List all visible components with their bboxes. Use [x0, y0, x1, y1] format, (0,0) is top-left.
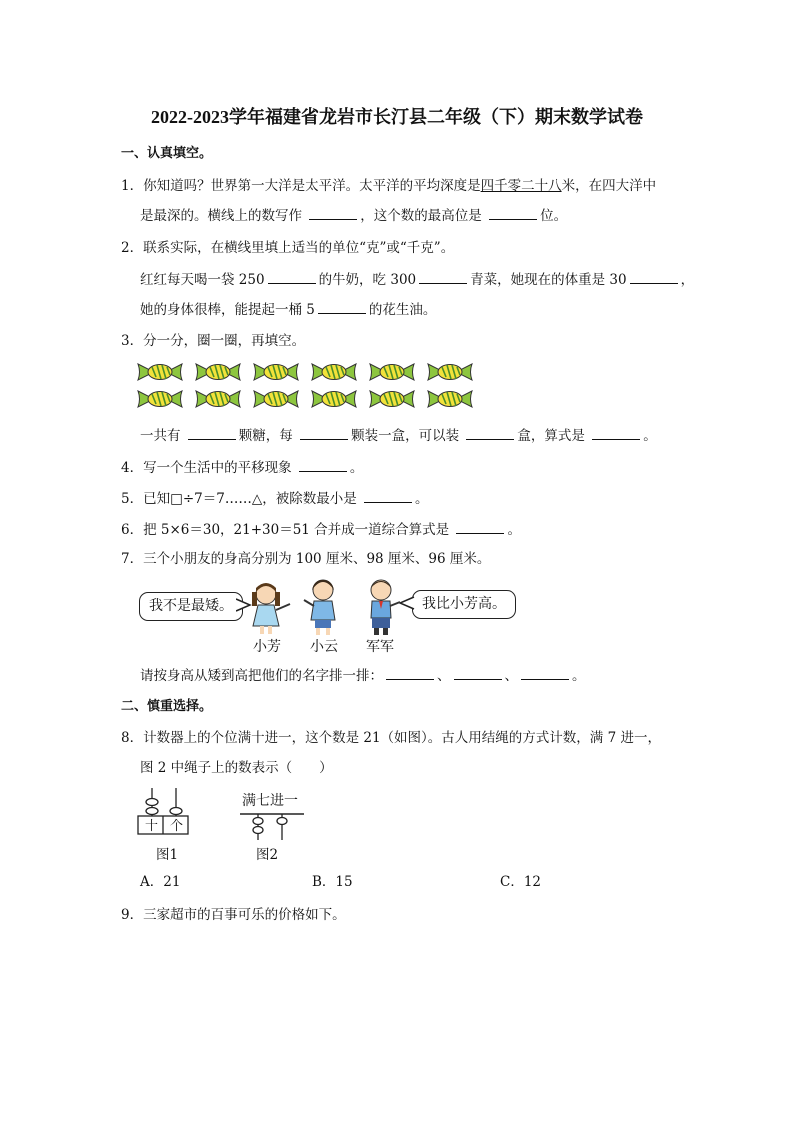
- q7-sep-2: 、: [504, 668, 518, 684]
- candy-icon: [428, 391, 472, 407]
- q2-answer-blank-4[interactable]: [318, 300, 366, 314]
- rope-title: 满七进一: [242, 793, 298, 809]
- q1-text-a: 1．你知道吗？世界第一大洋是太平洋。太平洋的平均深度是: [121, 178, 481, 194]
- section-heading-choose: 二、慎重选择。: [121, 699, 213, 714]
- boy-junjun-figure: [360, 576, 402, 638]
- name-xiaofang: 小芳: [253, 639, 281, 655]
- q3-answer-blank-4[interactable]: [592, 426, 640, 440]
- q3-answer-blank-1[interactable]: [188, 426, 236, 440]
- q7-answer-blank-2[interactable]: [454, 666, 502, 680]
- q7-sep-1: 、: [437, 668, 451, 684]
- q2-text-d: ，: [680, 272, 695, 288]
- q3-text-b: 颗糖，每: [238, 428, 293, 444]
- q6-text-a: 6．把 5×6＝30，21+30＝51 合并成一道综合算式是: [121, 522, 450, 538]
- q5-text-a: 5．已知□÷7＝7……△，被除数最小是: [121, 491, 357, 507]
- q3-text-c: 颗装一盒，可以装: [351, 428, 460, 444]
- q1-text-c: 是最深的。横线上的数写作: [140, 208, 302, 224]
- girl-xiaoyun-figure: [302, 576, 344, 638]
- q2-text-c: 青菜，她现在的体重是 30: [470, 272, 627, 288]
- question-3-stem: 3．分一分，圈一圈，再填空。: [121, 333, 306, 349]
- speech-bubble-right: 我比小芳高。: [412, 590, 516, 619]
- question-1-line-1: [121, 177, 656, 195]
- q2-text-a: 红红每天喝一袋 250: [140, 272, 265, 288]
- section-heading-fill: 一、认真填空。: [121, 146, 213, 161]
- rope-knots-figure: [238, 808, 308, 844]
- q4-answer-blank[interactable]: [299, 458, 347, 472]
- q7-ask-text: 请按身高从矮到高把他们的名字排一排：: [140, 668, 383, 684]
- q3-text-e: 。: [643, 428, 657, 444]
- q1-text-d: ，这个数的最高位是: [360, 208, 482, 224]
- q1-answer-blank-2[interactable]: [489, 206, 537, 220]
- question-2-line-1: [140, 270, 694, 289]
- candy-icon: [254, 391, 298, 407]
- candy-icon: [254, 364, 298, 380]
- q5-text-b: 。: [415, 491, 429, 507]
- q7-answer-blank-1[interactable]: [386, 666, 434, 680]
- name-junjun: 军军: [366, 639, 394, 655]
- candy-icon: [428, 364, 472, 380]
- q2-text-f: 的花生油。: [368, 302, 437, 318]
- q6-answer-blank[interactable]: [456, 520, 504, 534]
- q6-text-b: 。: [507, 522, 521, 538]
- q2-text-b: 的牛奶，吃 300: [318, 272, 417, 288]
- q2-answer-blank-2[interactable]: [419, 270, 467, 284]
- name-xiaoyun: 小云: [310, 639, 338, 655]
- abacus-label-tens: 十: [145, 819, 159, 834]
- girl-xiaofang-figure: [246, 580, 292, 638]
- option-c[interactable]: C．12: [500, 874, 542, 890]
- q4-text-b: 。: [349, 460, 364, 476]
- question-1-line-2: [140, 206, 567, 225]
- q3-answer-blank-3[interactable]: [466, 426, 514, 440]
- q2-answer-blank-3[interactable]: [630, 270, 678, 284]
- candy-icon: [196, 364, 240, 380]
- question-7-ask: [140, 666, 586, 685]
- q3-text-a: 一共有: [140, 428, 181, 444]
- q1-answer-blank-1[interactable]: [309, 206, 357, 220]
- q2-text-e: 她的身体很棒，能提起一桶 5: [140, 302, 315, 318]
- question-7-stem: 7．三个小朋友的身高分别为 100 厘米、98 厘米、96 厘米。: [121, 551, 491, 567]
- candy-icon: [196, 391, 240, 407]
- candy-icon: [138, 364, 182, 380]
- option-b[interactable]: B．15: [312, 874, 353, 890]
- option-a[interactable]: A．21: [140, 874, 181, 890]
- candy-icon: [370, 364, 414, 380]
- q3-text-d: 盒，算式是: [517, 428, 585, 444]
- q5-answer-blank[interactable]: [364, 489, 412, 503]
- question-5: [121, 489, 429, 508]
- question-6: [121, 520, 521, 539]
- candy-icon: [138, 391, 182, 407]
- question-8-line-1: 8．计数器上的个位满十进一，这个数是 21（如图）。古人用结绳的方式计数，满 7 进一，: [121, 730, 661, 746]
- figure-1-caption: 图1: [156, 847, 179, 863]
- candy-grid: [132, 358, 482, 414]
- figure-2-caption: 图2: [256, 847, 279, 863]
- candy-icon: [370, 391, 414, 407]
- q7-answer-blank-3[interactable]: [521, 666, 569, 680]
- q2-answer-blank-1[interactable]: [268, 270, 316, 284]
- candy-icon: [312, 364, 356, 380]
- q3-answer-blank-2[interactable]: [300, 426, 348, 440]
- q1-text-e: 位。: [540, 208, 568, 224]
- q1-text-b: 米，在四大洋中: [561, 178, 657, 194]
- question-4: [121, 458, 363, 477]
- question-9-stem: 9．三家超市的百事可乐的价格如下。: [121, 907, 346, 923]
- abacus-label-ones: 个: [170, 819, 184, 834]
- question-2-stem: 2．联系实际，在横线里填上适当的单位“克”或“千克”。: [121, 240, 455, 256]
- page-title: 2022-2023学年福建省龙岩市长汀县二年级（下）期末数学试卷: [151, 107, 643, 127]
- q1-underlined-number: 四千零二十八: [480, 178, 562, 194]
- question-2-line-2: [140, 300, 436, 319]
- question-8-line-2: 图 2 中绳子上的数表示（ ）: [140, 760, 333, 776]
- candy-icon: [312, 391, 356, 407]
- q7-end: 。: [572, 668, 586, 684]
- question-3-answer-line: [140, 426, 657, 445]
- speech-bubble-left: 我不是最矮。: [139, 592, 243, 621]
- q4-text-a: 4．写一个生活中的平移现象: [121, 460, 292, 476]
